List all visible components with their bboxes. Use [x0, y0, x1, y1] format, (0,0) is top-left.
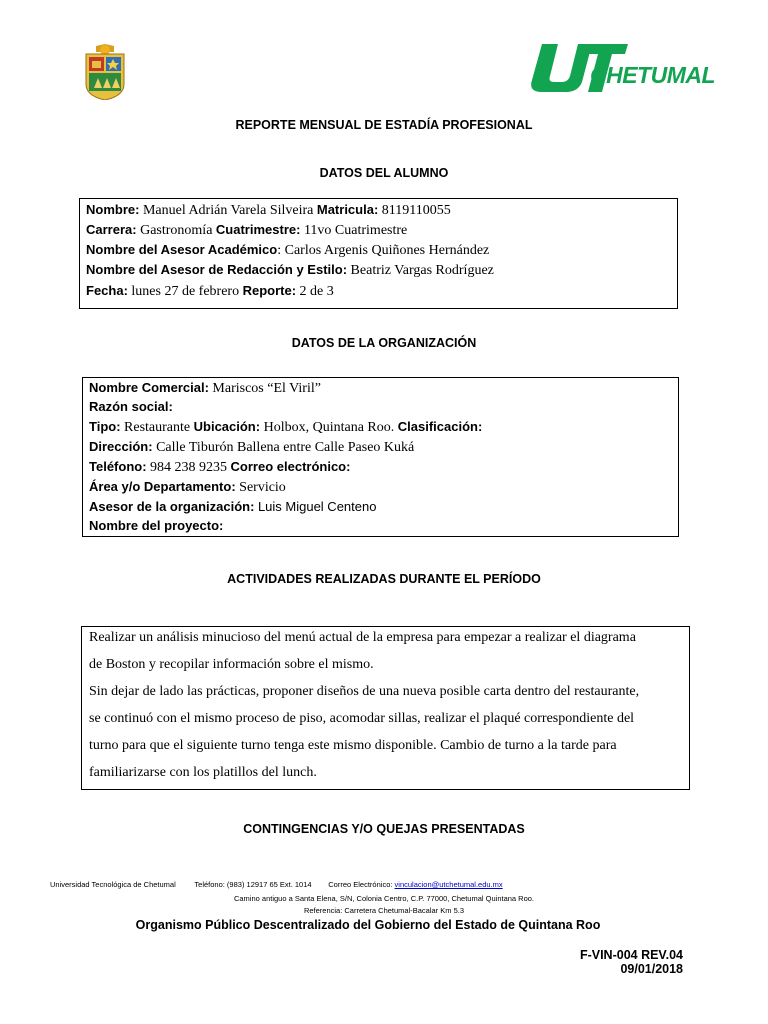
razon-social-label: Razón social: [89, 399, 173, 414]
commercial-name-label: Nombre Comercial: [89, 380, 209, 395]
logo-text-chetumal: CHETUMAL [590, 62, 716, 88]
project-name-row [89, 517, 223, 536]
footer-phone: Teléfono: (983) 12917 65 Ext. 1014 [194, 880, 312, 889]
footer-reference: Referencia: Carretera Chetumal-Bacalar Km 5.3 [303, 906, 465, 915]
academic-advisor-row [86, 241, 489, 260]
address-row [89, 438, 414, 457]
activity-line: Sin dejar de lado las prácticas, proponer diseños de una nueva posible carta dentro del restaurante, [89, 684, 640, 699]
style-advisor-label: Nombre del Asesor de Redacción y Estilo: [86, 262, 348, 277]
footer-address: Camino antiguo a Santa Elena, S/N, Colonia Centro, C.P. 77000, Chetumal Quintana Roo. [233, 894, 535, 903]
ut-chetumal-logo [528, 40, 716, 96]
footer-email-link[interactable]: vinculacion@utchetumal.edu.mx [394, 880, 503, 889]
activity-line: turno para que el siguiente turno tenga este mismo disponible. Cambio de turno a la tarde para [89, 738, 617, 753]
reporte-label: Reporte: [242, 283, 297, 298]
student-career-row [86, 221, 407, 240]
activities-section-heading: ACTIVIDADES REALIZADAS DURANTE EL PERÍODO [227, 572, 541, 586]
footer-organism: Organismo Público Descentralizado del Gobierno del Estado de Quintana Roo [135, 918, 601, 932]
style-advisor-row [86, 261, 494, 280]
academic-advisor-name: : Carlos Argenis Quiñones Hernández [277, 243, 490, 258]
date-row [86, 282, 334, 301]
report-title: REPORTE MENSUAL DE ESTADÍA PROFESIONAL [235, 118, 533, 132]
academic-advisor-label: Nombre del Asesor Académico [86, 242, 278, 257]
activity-line: Realizar un análisis minucioso del menú actual de la empresa para empezar a realizar el diagrama [89, 630, 636, 645]
type-location-row [89, 418, 482, 437]
organization-data-box [82, 377, 679, 537]
direccion-label: Dirección: [89, 439, 153, 454]
org-advisor-label: Asesor de la organización: [89, 499, 255, 514]
razon-social-row [89, 398, 173, 417]
org-advisor-row [89, 498, 376, 517]
student-cuatrimestre: 11vo Cuatrimestre [303, 223, 408, 238]
activity-line: familiarizarse con los platillos del lunch. [89, 765, 317, 780]
footer-university: Universidad Tecnológica de Chetumal [50, 880, 176, 889]
student-name: Manuel Adrián Varela Silveira [142, 203, 314, 218]
student-section-heading: DATOS DEL ALUMNO [319, 166, 449, 180]
organization-address: Calle Tiburón Ballena entre Calle Paseo Kuká [156, 440, 415, 455]
form-code: F-VIN-004 REV.04 [579, 948, 683, 962]
report-date: lunes 27 de febrero [131, 284, 240, 299]
student-data-box [79, 198, 678, 309]
organization-location: Holbox, Quintana Roo. [263, 420, 395, 435]
footer-contact-line [50, 880, 503, 889]
ubicacion-label: Ubicación: [193, 419, 261, 434]
student-career: Gastronomía [140, 223, 213, 238]
correo-label: Correo electrónico: [230, 459, 351, 474]
footer-email-label: Correo Electrónico: [328, 880, 393, 889]
commercial-name: Mariscos “El Viril” [212, 381, 321, 396]
carrera-label: Carrera: [86, 222, 137, 237]
organization-section-heading: DATOS DE LA ORGANIZACIÓN [291, 336, 477, 350]
cuatrimestre-label: Cuatrimestre: [215, 222, 301, 237]
phone-row [89, 458, 350, 477]
commercial-name-row [89, 379, 321, 398]
activities-box [81, 626, 690, 790]
report-number: 2 de 3 [299, 284, 334, 299]
nombre-label: Nombre: [86, 202, 140, 217]
contingencies-section-heading: CONTINGENCIAS Y/O QUEJAS PRESENTADAS [243, 822, 525, 836]
org-advisor-name: Luis Miguel Centeno [257, 499, 377, 514]
organization-department: Servicio [239, 480, 286, 495]
activity-line: se continuó con el mismo proceso de piso, acomodar sillas, realizar el plaqué correspondiente del [89, 711, 635, 726]
organization-type: Restaurante [124, 420, 191, 435]
student-matricula: 8119110055 [381, 203, 451, 218]
clasificacion-label: Clasificación: [397, 419, 483, 434]
tipo-label: Tipo: [89, 419, 121, 434]
student-name-row [86, 201, 451, 220]
area-label: Área y/o Departamento: [89, 479, 236, 494]
matricula-label: Matricula: [316, 202, 379, 217]
department-row [89, 478, 286, 497]
project-name-label: Nombre del proyecto: [89, 518, 224, 533]
organization-phone: 984 238 9235 [150, 460, 228, 475]
form-date: 09/01/2018 [620, 962, 683, 976]
fecha-label: Fecha: [86, 283, 128, 298]
telefono-label: Teléfono: [89, 459, 147, 474]
coat-of-arms-logo [84, 44, 126, 100]
style-advisor-name: Beatriz Vargas Rodríguez [350, 263, 494, 278]
activity-line: de Boston y recopilar información sobre el mismo. [89, 657, 374, 672]
